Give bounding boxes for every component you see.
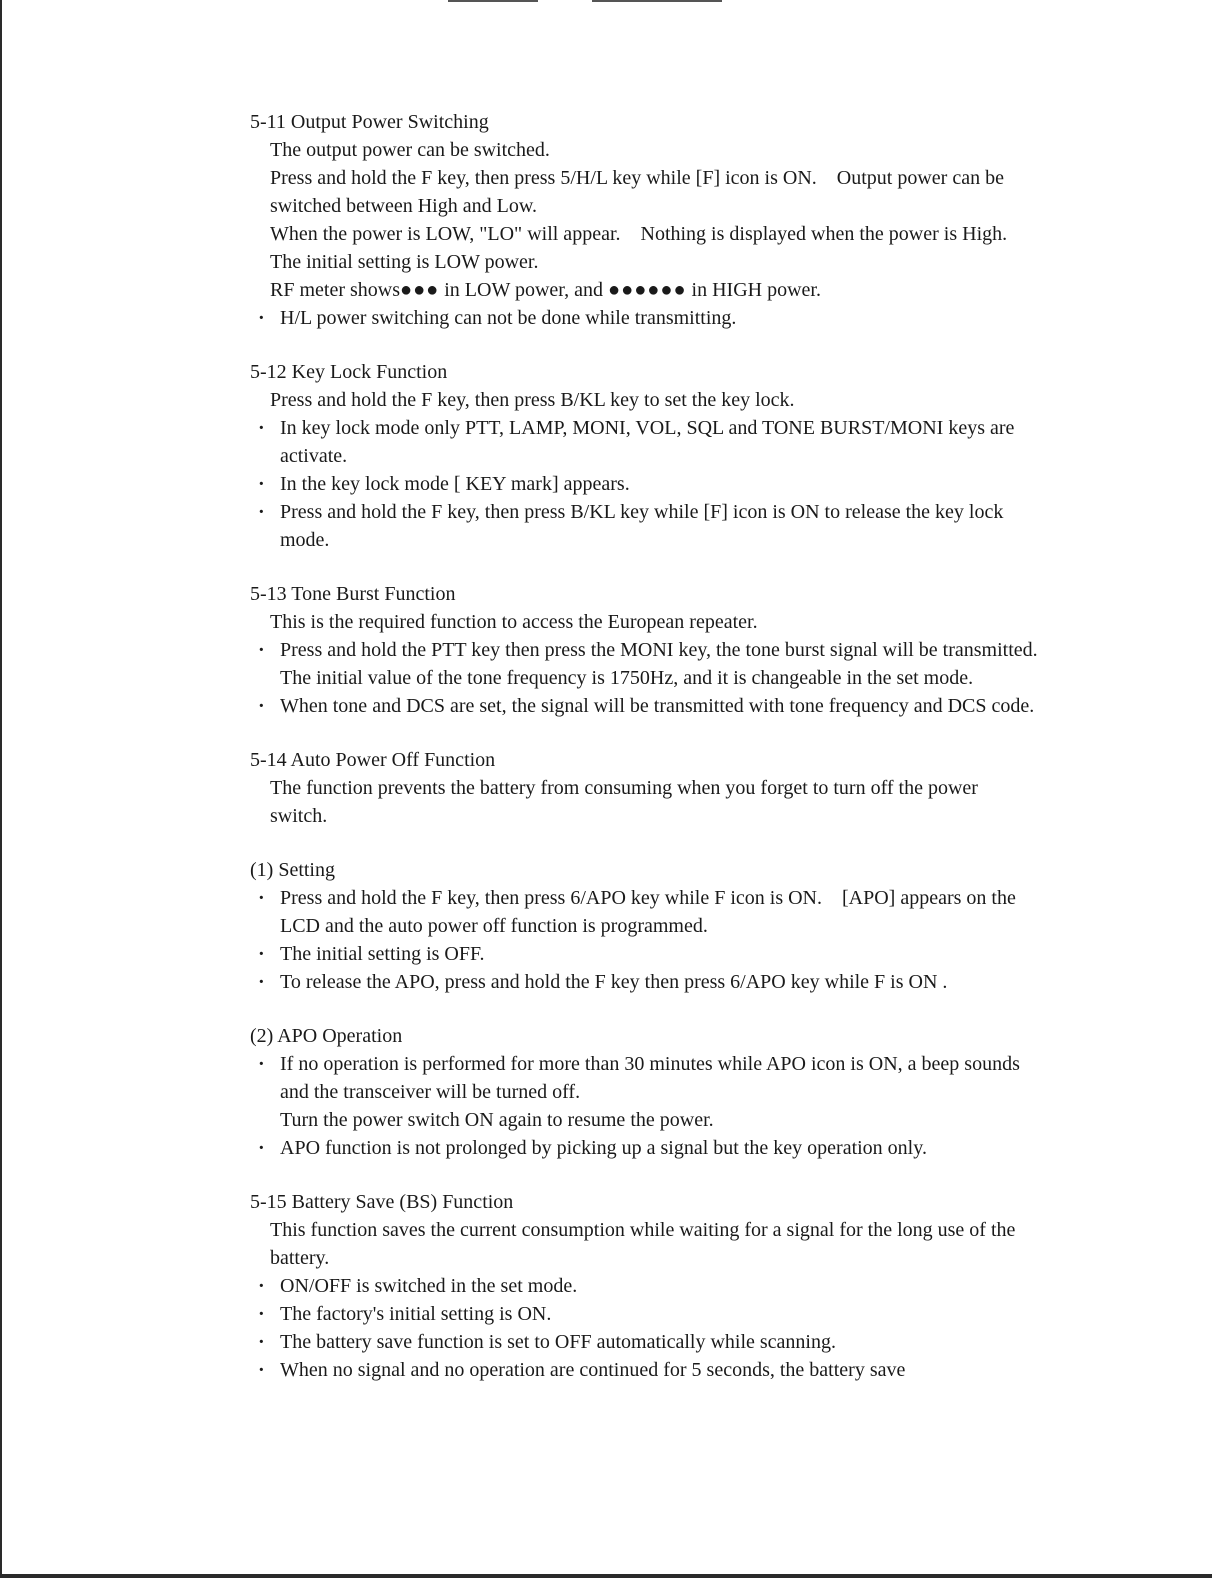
paragraph: This function saves the current consumption while waiting for a signal for the long use of the battery. [270, 1219, 1016, 1269]
section-heading: 5-15 Battery Save (BS) Function [250, 1191, 514, 1213]
section-heading: (1) Setting [250, 859, 335, 881]
section-heading: 5-11 Output Power Switching [250, 111, 489, 133]
bullet-item: · Press and hold the PTT key then press the MONI key, the tone burst signal will be transmitted. [238, 636, 1038, 664]
bullet-item: · The factory's initial setting is ON. [238, 1300, 1038, 1328]
paragraph: This is the required function to access the European repeater. [270, 611, 758, 633]
section-auto-power-off [238, 746, 1038, 830]
paragraph: The initial setting is LOW power. [270, 251, 539, 273]
page-edge-left [0, 0, 2, 1578]
section-heading: 5-14 Auto Power Off Function [250, 749, 496, 771]
top-rule-right [592, 0, 722, 2]
bullet-item: · Press and hold the F key, then press B/KL key while [F] icon is ON to release the key lock mode. [238, 498, 1038, 554]
document-body [238, 108, 1038, 1410]
bullet-item: · The battery save function is set to OFF automatically while scanning. [238, 1328, 1038, 1356]
rf-meter-suffix: in HIGH power. [686, 279, 821, 301]
bullet-item: · Press and hold the F key, then press 6/APO key while F icon is ON. [APO] appears on the LCD and the auto power off function is programmed. [238, 884, 1038, 940]
section-apo-setting [238, 856, 1038, 996]
bullet-item: · The initial setting is OFF. [238, 940, 1038, 968]
rf-meter-high-dots: ●●●●●● [608, 279, 687, 301]
paragraph: Press and hold the F key, then press 5/H/L key while [F] icon is ON. Output power can be switched between High and Low. [270, 167, 1004, 217]
bullet-item: · H/L power switching can not be done while transmitting. [238, 304, 1038, 332]
rf-meter-line [238, 276, 1038, 304]
bullet-item: · When no signal and no operation are continued for 5 seconds, the battery save [238, 1356, 1038, 1384]
rf-meter-middle: in LOW power, and [439, 279, 609, 301]
paragraph: Press and hold the F key, then press B/KL key to set the key lock. [270, 389, 795, 411]
section-key-lock [238, 358, 1038, 554]
bullet-item: · APO function is not prolonged by picking up a signal but the key operation only. [238, 1134, 1038, 1162]
bullet-continuation: The initial value of the tone frequency is 1750Hz, and it is changeable in the set mode. [280, 667, 974, 689]
section-apo-operation [238, 1022, 1038, 1162]
bullet-item: · When tone and DCS are set, the signal will be transmitted with tone frequency and DCS code. [238, 692, 1038, 720]
section-tone-burst [238, 580, 1038, 720]
bullet-item: · ON/OFF is switched in the set mode. [238, 1272, 1038, 1300]
section-heading: 5-13 Tone Burst Function [250, 583, 456, 605]
bullet-item: · In key lock mode only PTT, LAMP, MONI, VOL, SQL and TONE BURST/MONI keys are activate. [238, 414, 1038, 470]
rf-meter-low-dots: ●●● [400, 279, 440, 301]
section-heading: 5-12 Key Lock Function [250, 361, 448, 383]
paragraph: The output power can be switched. [270, 139, 550, 161]
bullet-continuation: Turn the power switch ON again to resume the power. [280, 1109, 714, 1131]
bullet-item: · In the key lock mode [ KEY mark] appears. [238, 470, 1038, 498]
paragraph: When the power is LOW, "LO" will appear. Nothing is displayed when the power is High. [270, 223, 1008, 245]
top-rule-left [448, 0, 538, 2]
rf-meter-prefix: RF meter shows [270, 279, 400, 301]
bullet-item: · To release the APO, press and hold the F key then press 6/APO key while F is ON . [238, 968, 1038, 996]
section-battery-save [238, 1188, 1038, 1384]
paragraph: The function prevents the battery from consuming when you forget to turn off the power switch. [270, 777, 978, 827]
page-edge-bottom [0, 1574, 1212, 1578]
bullet-item: · If no operation is performed for more than 30 minutes while APO icon is ON, a beep sounds and the transceiver will be turned off. [238, 1050, 1038, 1106]
section-heading: (2) APO Operation [250, 1025, 403, 1047]
section-output-power [238, 108, 1038, 332]
